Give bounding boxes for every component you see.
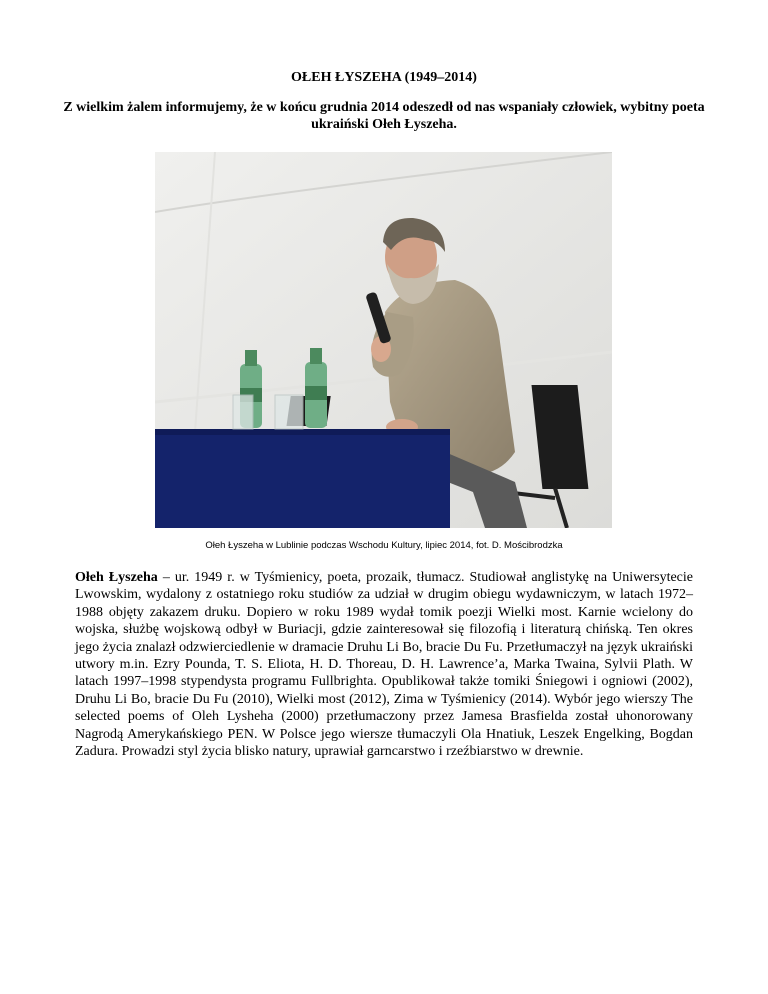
lead-paragraph: Z wielkim żalem informujemy, że w końcu grudnia 2014 odeszedł od nas wspaniały człowiek, wybitny poeta ukraiński Ołeh Łyszeha. [63, 100, 705, 132]
bio-text: – ur. 1949 r. w Tyśmienicy, poeta, prozaik, tłumacz. Studiował anglistykę na Uniwersytecie Lwowskim, wydalony z ostatniego roku studiów za udział w drugim obiegu wydawniczym, w latach 1972–1988 objęty zakazem druku. Dopiero w roku 1989 wydał tomik poezji Wielki most. Karnie wcielony do wojska, służbę wojskową odbył w Buriacji, gdzie zainteresował się filozofią i literaturą chińską. Ten okres jego życia znalazł odzwierciedlenie w dramacie Druhu Li Bo, bracie Du Fu. Przetłumaczył na język ukraiński utwory m.in. Ezry Pounda, T. S. Eliota, H. D. Thoreau, D. H. Lawrence’a, Marka Twaina, Sylvii Plath. W latach 1997–1998 stypendysta programu Fullbrighta. Opublikował także tomiki Śniegowi i ogniowi (2002), Druhu Li Bo, bracie Du Fu (2010), Wielki most (2012), Zima w Tyśmienicy (2014). Wybór jego wierszy The selected poems of Oleh Lysheha (2000) przetłumaczony przez Jamesa Brasfielda został uhonorowany Nagrodą Amerykańskiego PEN. W Polsce jego wiersze tłumaczyli Ola Hnatiuk, Leszek Engelking, Bogdan Zadura. Prowadzi styl życia blisko natury, uprawiał garncarstwo i rzeźbiarstwo w drewnie. [75, 570, 693, 760]
bio-name: Ołeh Łyszeha [75, 570, 158, 585]
document-title: OŁEH ŁYSZEHA (1949–2014) [291, 70, 477, 85]
biography-paragraph [75, 569, 693, 760]
photo-scene [155, 152, 612, 528]
portrait-photo [155, 152, 612, 528]
photo-caption: Ołeh Łyszeha w Lublinie podczas Wschodu Kultury, lipiec 2014, fot. D. Mościbrodzka [205, 540, 563, 551]
